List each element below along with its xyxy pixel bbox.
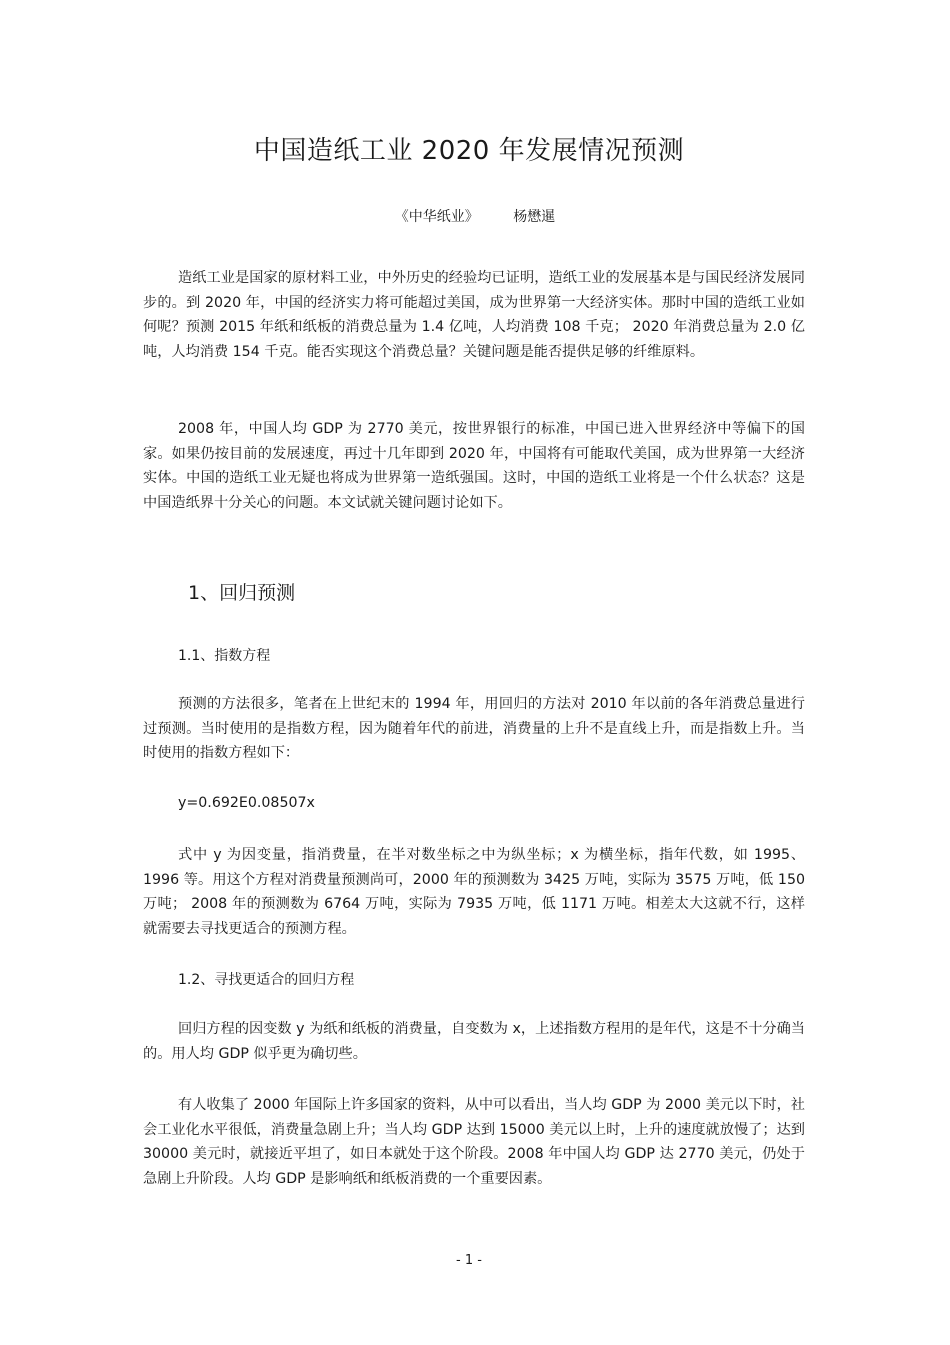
subsection-heading-better-equation: 1.2、寻找更适合的回归方程 (178, 972, 355, 988)
better-equation-paragraph-1: 回归方程的因变数 y 为纸和纸板的消费量，自变数为 x，上述指数方程用的是年代，这是不十分确当的。用人均 GDP 似乎更为确切些。 (143, 1021, 805, 1062)
exponential-formula: y=0.692E0.08507x (178, 795, 315, 811)
better-equation-paragraph-2: 有人收集了 2000 年国际上许多国家的资料，从中可以看出，当人均 GDP 为 2000 美元以下时，社会工业化水平很低，消费量急剧上升；当人均 GDP 达到 15000 美元以上时，上升的速度就放慢了；达到 30000 美元时，就接近平坦了，如日本就处于这个阶段。2008 年中国人均 GDP 达 2770 美元，仍处于急剧上升阶段。人均 GDP 是影响纸和纸板消费的一个重要因素。 (143, 1097, 805, 1187)
byline (0, 206, 950, 226)
source-label: 《中华纸业》 (394, 209, 479, 225)
intro-paragraph-2: 2008 年，中国人均 GDP 为 2770 美元，按世界银行的标准，中国已进入世界经济中等偏下的国家。如果仍按目前的发展速度，再过十几年即到 2020 年，中国将有可能取代美国，成为世界第一大经济实体。中国的造纸工业无疑也将成为世界第一造纸强国。这时，中国的造纸工业将是一个什么状态？这是中国造纸界十分关心的问题。本文试就关键问题讨论如下。 (143, 421, 805, 511)
author-name: 杨懋暹 (513, 209, 556, 225)
exponential-paragraph: 预测的方法很多，笔者在上世纪末的 1994 年，用回归的方法对 2010 年以前的各年消费总量进行过预测。当时使用的是指数方程，因为随着年代的前进，消费量的上升不是直线上升，而是指数上升。当时使用的指数方程如下： (143, 696, 805, 761)
document-title: 中国造纸工业 2020 年发展情况预测 (253, 136, 685, 166)
intro-paragraph-1: 造纸工业是国家的原材料工业，中外历史的经验均已证明，造纸工业的发展基本是与国民经济发展同步的。到 2020 年，中国的经济实力将可能超过美国，成为世界第一大经济实体。那时中国的造纸工业如何呢？预测 2015 年纸和纸板的消费总量为 1.4 亿吨，人均消费 108 千克； 2020 年消费总量为 2.0 亿吨，人均消费 154 千克。能否实现这个消费总量？关键问题是能否提供足够的纤维原料。 (143, 270, 805, 360)
page-number: - 1 - (456, 1253, 482, 1268)
formula-explanation: 式中 y 为因变量，指消费量，在半对数坐标之中为纵坐标；x 为横坐标，指年代数，如 1995、1996 等。用这个方程对消费量预测尚可，2000 年的预测数为 3425 万吨，实际为 3575 万吨，低 150 万吨； 2008 年的预测数为 6764 万吨，实际为 7935 万吨，低 1171 万吨。相差太大这就不行，这样就需要去寻找更适合的预测方程。 (143, 847, 805, 937)
subsection-heading-exponential: 1.1、指数方程 (178, 648, 271, 664)
section-heading-regression: 1、回归预测 (188, 582, 296, 604)
